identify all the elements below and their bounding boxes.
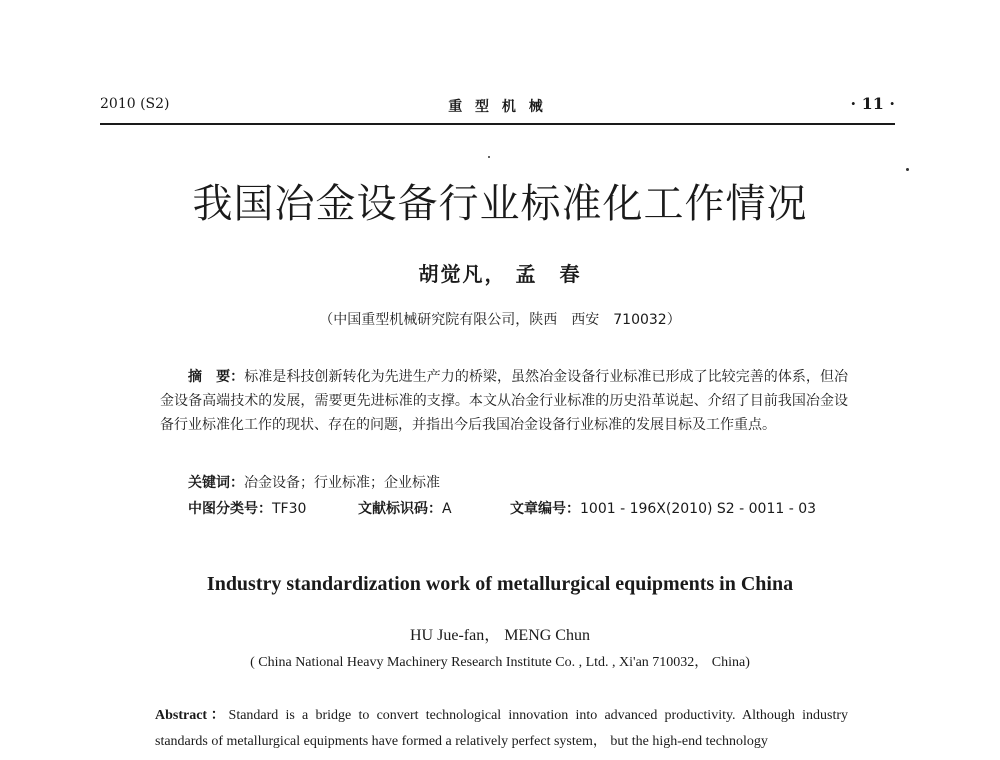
english-title: Industry standardization work of metallurgical equipments in China bbox=[206, 573, 794, 595]
issue-label: 2010 (S2) bbox=[100, 96, 170, 112]
running-header bbox=[100, 92, 895, 118]
document-code-label: 文献标识码： bbox=[358, 501, 442, 517]
abstract-label: 摘 要： bbox=[188, 369, 245, 385]
keywords-label: 关键词： bbox=[188, 475, 244, 491]
scan-speck bbox=[906, 168, 909, 171]
english-affiliation: ( China National Heavy Machinery Research Institute Co. , Ltd. , Xi'an 710032， China) bbox=[250, 655, 750, 670]
abstract-text: 标准是科技创新转化为先进生产力的桥梁，虽然冶金设备行业标准已形成了比较完善的体系，但冶金设备高端技术的发展，需要更先进标准的支撑。本文从冶金行业标准的历史沿革说起、介绍了目前我国冶金设备行业标准化工作的现状、存在的问题，并指出今后我国冶金设备行业标准的发展目标及工作重点。 bbox=[160, 369, 849, 433]
scan-speck bbox=[488, 156, 490, 158]
article-number bbox=[510, 498, 816, 518]
clc-label: 中图分类号： bbox=[188, 501, 272, 517]
authors: 胡觉凡， 孟 春 bbox=[418, 262, 582, 286]
abstract-chinese bbox=[160, 365, 848, 437]
english-abstract-text: Standard is a bridge to convert technological innovation into advanced productivity. Although industry standards of metallurgical equipments have formed a relatively perfect system， but the high-end technology bbox=[155, 708, 848, 749]
english-abstract bbox=[155, 703, 848, 755]
document-code bbox=[358, 498, 452, 518]
english-abstract-label: Abstract： bbox=[155, 708, 229, 723]
article-number-value: 1001 - 196X(2010) S2 - 0011 - 03 bbox=[580, 501, 817, 517]
clc-value: TF30 bbox=[272, 501, 307, 517]
article-title: 我国冶金设备行业标准化工作情况 bbox=[192, 181, 808, 227]
keywords-text: 冶金设备；行业标准；企业标准 bbox=[244, 475, 440, 491]
clc-number bbox=[188, 498, 306, 518]
header-rule bbox=[100, 123, 895, 125]
journal-name: 重 型 机 械 bbox=[448, 99, 547, 115]
page-number: · 11 · bbox=[850, 94, 895, 113]
keywords bbox=[188, 472, 440, 492]
english-authors: HU Jue-fan， MENG Chun bbox=[410, 627, 590, 644]
document-code-value: A bbox=[442, 501, 452, 517]
article-number-label: 文章编号： bbox=[510, 501, 580, 517]
affiliation: （中国重型机械研究院有限公司，陕西 西安 710032） bbox=[319, 312, 681, 328]
